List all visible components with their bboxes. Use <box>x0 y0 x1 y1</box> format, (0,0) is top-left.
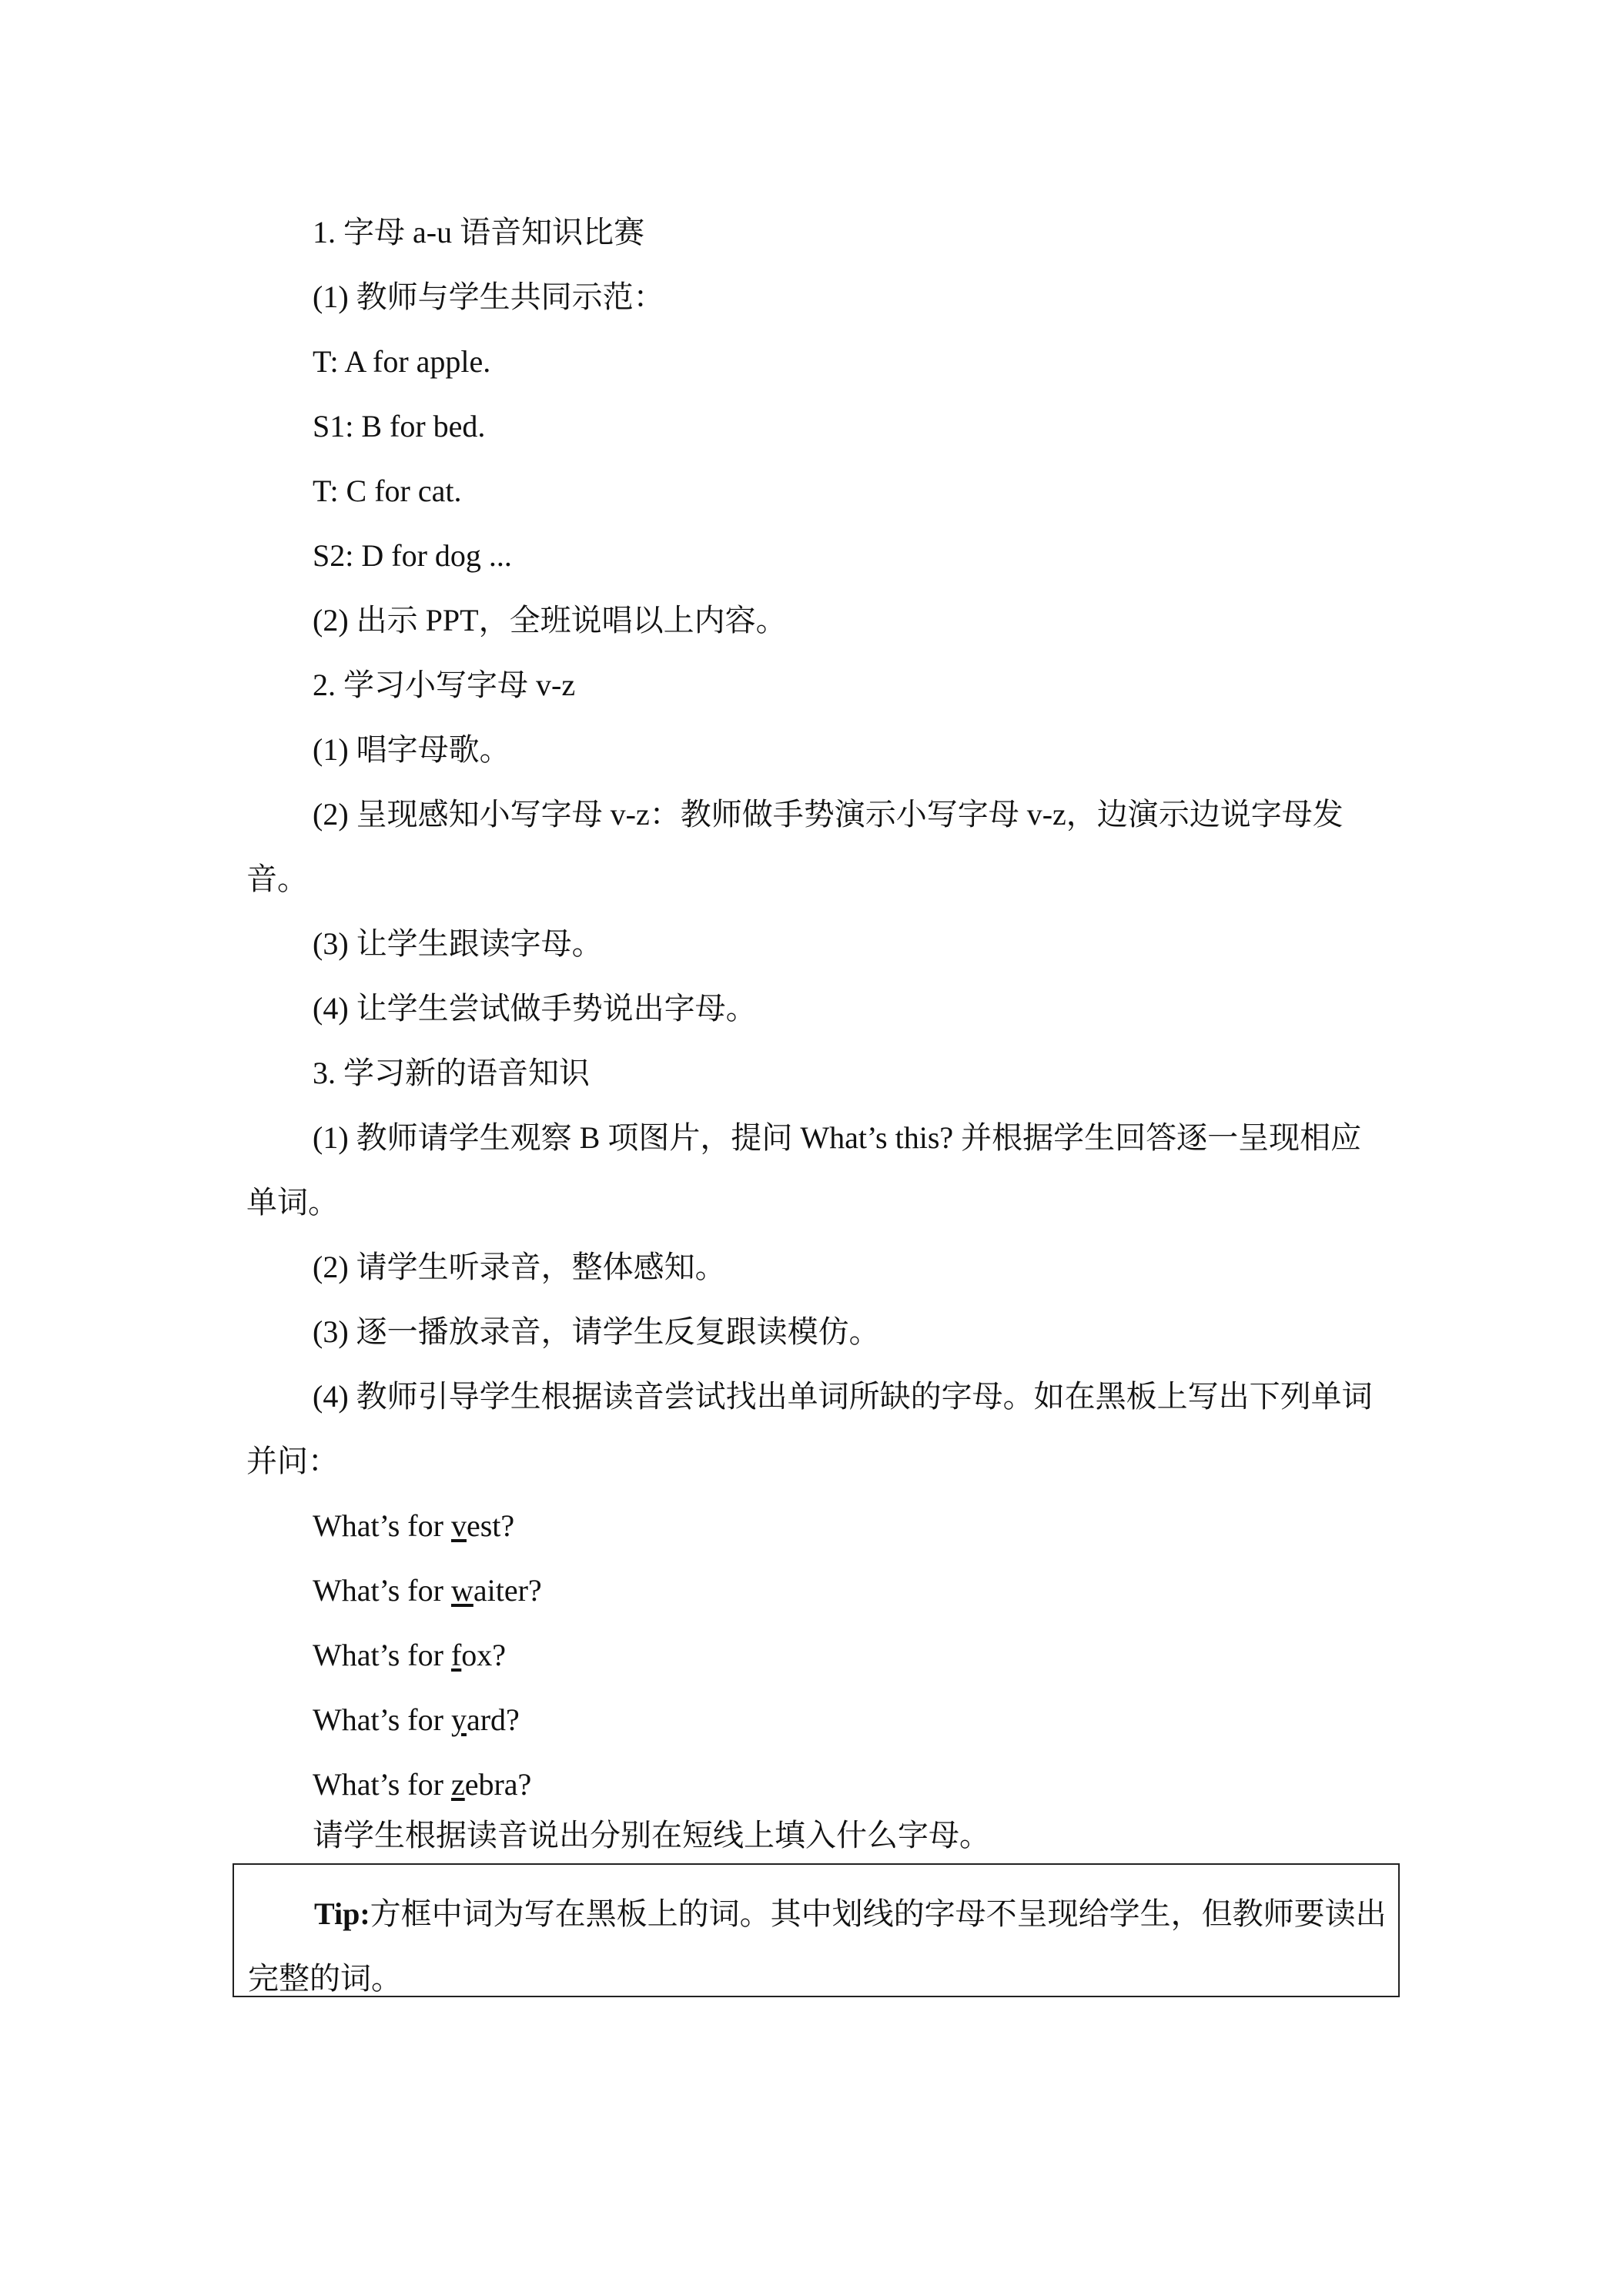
dialogue-line-s2-d: S2: D for dog ... <box>313 538 512 573</box>
step-2-4: (4) 让学生尝试做手势说出字母。 <box>313 991 757 1026</box>
blackboard-question <box>313 1637 506 1674</box>
blackboard-question <box>313 1766 531 1803</box>
underlined-letter: z <box>450 1767 465 1802</box>
section-2-heading: 2. 学习小写字母 v-z <box>313 668 576 702</box>
step-2-2: (2) 呈现感知小写字母 v-z：教师做手势演示小写字母 v-z，边演示边说字母发音。 <box>246 797 1344 896</box>
blackboard-question <box>313 1572 542 1609</box>
step-2-1: (1) 唱字母歌。 <box>313 732 510 767</box>
blackboard-question <box>313 1702 520 1739</box>
question-prefix: What’s for <box>313 1573 451 1608</box>
step-2-3: (3) 让学生跟读字母。 <box>313 926 603 961</box>
question-prefix: What’s for <box>313 1767 451 1802</box>
section-1-heading: 1. 字母 a-u 语音知识比赛 <box>313 215 645 249</box>
question-prefix: What’s for <box>313 1638 451 1672</box>
underlined-letter: f <box>450 1638 462 1672</box>
tip-body: 方框中词为写在黑板上的词。其中划线的字母不呈现给学生，但教师要读出完整的词。 <box>248 1896 1387 1996</box>
section-3-heading: 3. 学习新的语音知识 <box>313 1056 590 1090</box>
step-3-4: (4) 教师引导学生根据读音尝试找出单词所缺的字母。如在黑板上写出下列单词并问： <box>246 1379 1373 1478</box>
step-1-2: (2) 出示 PPT，全班说唱以上内容。 <box>313 603 787 638</box>
step-3-2: (2) 请学生听录音，整体感知。 <box>313 1250 726 1284</box>
step-3-3: (3) 逐一播放录音，请学生反复跟读模仿。 <box>313 1314 880 1349</box>
tip-box <box>233 1863 1400 1997</box>
question-prefix: What’s for <box>313 1508 451 1543</box>
dialogue-line-s1-b: S1: B for bed. <box>313 409 486 443</box>
underlined-letter: v <box>450 1508 467 1543</box>
tip-label: Tip: <box>314 1896 370 1931</box>
dialogue-line-t-c: T: C for cat. <box>313 474 462 508</box>
dialogue-line-t-a: T: A for apple. <box>313 344 491 379</box>
question-prefix: What’s for <box>313 1702 451 1737</box>
underlined-letter: y <box>450 1702 467 1737</box>
question-rest: ebra? <box>464 1767 532 1802</box>
step-3-1: (1) 教师请学生观察 B 项图片，提问 What’s this? 并根据学生回答逐一呈现相应单词。 <box>246 1120 1362 1220</box>
step-1-1: (1) 教师与学生共同示范： <box>313 279 664 314</box>
question-rest: aiter? <box>473 1573 542 1608</box>
question-rest: ox? <box>461 1638 507 1672</box>
closing-instruction: 请学生根据读音说出分别在短线上填入什么字母。 <box>313 1818 990 1853</box>
underlined-letter: w <box>450 1573 474 1608</box>
blackboard-question <box>313 1508 514 1545</box>
question-rest: ard? <box>466 1702 520 1737</box>
question-rest: est? <box>466 1508 515 1543</box>
tip-text <box>248 1882 1387 2011</box>
